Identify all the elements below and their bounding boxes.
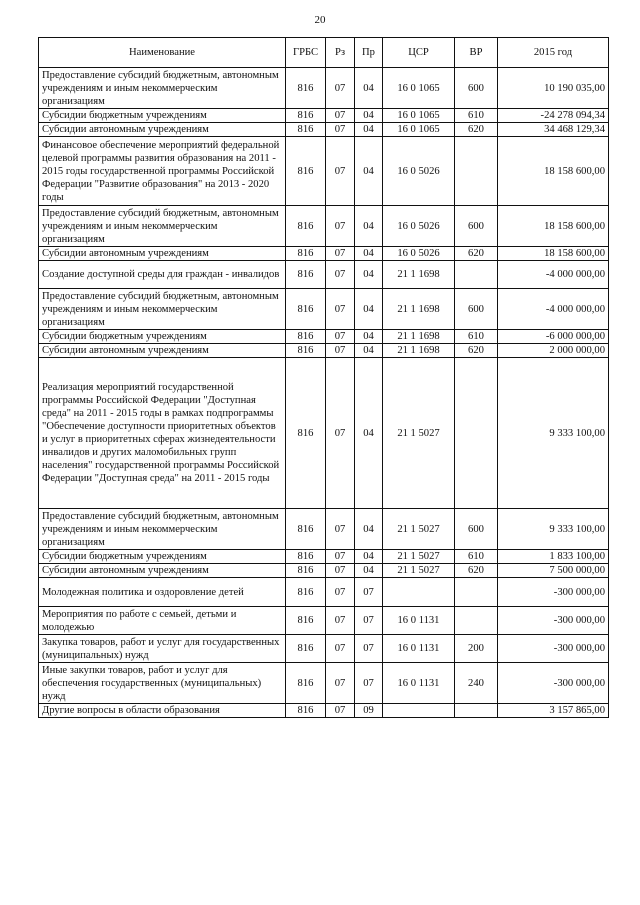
- row-csr: 16 0 1131: [383, 607, 455, 635]
- row-vr: 610: [455, 550, 498, 564]
- row-vr: 620: [455, 123, 498, 137]
- row-csr: 21 1 5027: [383, 509, 455, 550]
- row-pr: 04: [355, 247, 383, 261]
- row-rz: 07: [326, 358, 355, 509]
- table-row: [39, 607, 609, 635]
- row-name: Субсидии бюджетным учреждениям: [39, 109, 286, 123]
- table-row: [39, 330, 609, 344]
- row-vr: [455, 704, 498, 718]
- row-grbs: 816: [286, 137, 326, 206]
- row-rz: 07: [326, 123, 355, 137]
- table-row: [39, 358, 609, 509]
- row-csr: 16 0 1065: [383, 109, 455, 123]
- row-grbs: 816: [286, 123, 326, 137]
- row-name: Субсидии автономным учреждениям: [39, 564, 286, 578]
- table-row: [39, 206, 609, 247]
- row-amount: 9 333 100,00: [498, 509, 609, 550]
- row-vr: 610: [455, 109, 498, 123]
- row-pr: 04: [355, 109, 383, 123]
- row-name: Субсидии бюджетным учреждениям: [39, 550, 286, 564]
- row-csr: 21 1 1698: [383, 289, 455, 330]
- row-grbs: 816: [286, 109, 326, 123]
- row-pr: 04: [355, 123, 383, 137]
- row-amount: 1 833 100,00: [498, 550, 609, 564]
- row-pr: 04: [355, 137, 383, 206]
- row-name: Финансовое обеспечение мероприятий федеральной целевой программы развития образования на 2011 - 2015 годы государственной программы Российской Федерации "Развитие образования" на 2013 - 2020 годы: [39, 137, 286, 206]
- row-amount: -6 000 000,00: [498, 330, 609, 344]
- row-rz: 07: [326, 137, 355, 206]
- header-amount: 2015 год: [498, 38, 609, 68]
- table-row: [39, 247, 609, 261]
- row-csr: 21 1 5027: [383, 550, 455, 564]
- header-grbs: ГРБС: [286, 38, 326, 68]
- row-rz: 07: [326, 68, 355, 109]
- row-rz: 07: [326, 509, 355, 550]
- table-row: [39, 109, 609, 123]
- row-pr: 04: [355, 344, 383, 358]
- row-name: Субсидии бюджетным учреждениям: [39, 330, 286, 344]
- row-csr: 16 0 5026: [383, 247, 455, 261]
- row-grbs: 816: [286, 663, 326, 704]
- row-name: Субсидии автономным учреждениям: [39, 344, 286, 358]
- row-vr: [455, 261, 498, 289]
- row-csr: 16 0 1131: [383, 635, 455, 663]
- row-grbs: 816: [286, 704, 326, 718]
- row-grbs: 816: [286, 550, 326, 564]
- row-pr: 04: [355, 206, 383, 247]
- row-csr: [383, 578, 455, 607]
- row-name: Иные закупки товаров, работ и услуг для обеспечения государственных (муниципальных) нужд: [39, 663, 286, 704]
- row-name: Предоставление субсидий бюджетным, автономным учреждениям и иным некоммерческим организациям: [39, 509, 286, 550]
- row-rz: 07: [326, 344, 355, 358]
- row-amount: -300 000,00: [498, 663, 609, 704]
- row-vr: [455, 607, 498, 635]
- row-rz: 07: [326, 550, 355, 564]
- header-vr: ВР: [455, 38, 498, 68]
- row-grbs: 816: [286, 578, 326, 607]
- budget-table: [38, 37, 609, 718]
- row-pr: 07: [355, 607, 383, 635]
- row-csr: 21 1 5027: [383, 564, 455, 578]
- row-pr: 04: [355, 564, 383, 578]
- row-vr: 600: [455, 509, 498, 550]
- table-row: [39, 578, 609, 607]
- row-grbs: 816: [286, 607, 326, 635]
- row-amount: 18 158 600,00: [498, 206, 609, 247]
- row-csr: 16 0 5026: [383, 206, 455, 247]
- row-amount: 7 500 000,00: [498, 564, 609, 578]
- row-rz: 07: [326, 704, 355, 718]
- row-amount: 2 000 000,00: [498, 344, 609, 358]
- header-name: Наименование: [39, 38, 286, 68]
- row-amount: 18 158 600,00: [498, 247, 609, 261]
- row-grbs: 816: [286, 344, 326, 358]
- page-number: 20: [314, 14, 326, 26]
- row-csr: 21 1 1698: [383, 330, 455, 344]
- row-rz: 07: [326, 109, 355, 123]
- row-rz: 07: [326, 607, 355, 635]
- row-amount: -24 278 094,34: [498, 109, 609, 123]
- table-row: [39, 261, 609, 289]
- row-vr: 600: [455, 68, 498, 109]
- row-amount: 34 468 129,34: [498, 123, 609, 137]
- header-pr: Пр: [355, 38, 383, 68]
- row-vr: 200: [455, 635, 498, 663]
- row-amount: -4 000 000,00: [498, 261, 609, 289]
- row-pr: 04: [355, 330, 383, 344]
- row-amount: -4 000 000,00: [498, 289, 609, 330]
- header-rz: Рз: [326, 38, 355, 68]
- row-csr: 21 1 1698: [383, 261, 455, 289]
- row-rz: 07: [326, 206, 355, 247]
- row-grbs: 816: [286, 358, 326, 509]
- row-rz: 07: [326, 289, 355, 330]
- row-name: Предоставление субсидий бюджетным, автономным учреждениям и иным некоммерческим организациям: [39, 289, 286, 330]
- row-name: Реализация мероприятий государственной программы Российской Федерации "Доступная среда" на 2011 - 2015 годы в рамках подпрограммы "Обеспечение доступности приоритетных объектов и услуг в приоритетных сферах жизнедеятельности инвалидов и других маломобильных групп населения" государственной программы Российской Федерации "Доступная среда" на 2011 - 2015 годы: [39, 358, 286, 509]
- row-pr: 07: [355, 578, 383, 607]
- row-amount: 9 333 100,00: [498, 358, 609, 509]
- table-row: [39, 509, 609, 550]
- row-rz: 07: [326, 663, 355, 704]
- row-pr: 04: [355, 358, 383, 509]
- row-vr: 600: [455, 289, 498, 330]
- row-pr: 09: [355, 704, 383, 718]
- table-row: [39, 289, 609, 330]
- row-grbs: 816: [286, 68, 326, 109]
- row-name: Молодежная политика и оздоровление детей: [39, 578, 286, 607]
- table-row: [39, 663, 609, 704]
- row-pr: 07: [355, 635, 383, 663]
- row-grbs: 816: [286, 564, 326, 578]
- table-row: [39, 344, 609, 358]
- row-rz: 07: [326, 247, 355, 261]
- table-row: [39, 123, 609, 137]
- row-vr: 620: [455, 247, 498, 261]
- row-amount: 10 190 035,00: [498, 68, 609, 109]
- row-amount: 18 158 600,00: [498, 137, 609, 206]
- row-vr: [455, 137, 498, 206]
- row-vr: 610: [455, 330, 498, 344]
- table-row: [39, 137, 609, 206]
- row-pr: 04: [355, 261, 383, 289]
- row-name: Мероприятия по работе с семьей, детьми и молодежью: [39, 607, 286, 635]
- row-rz: 07: [326, 635, 355, 663]
- row-amount: -300 000,00: [498, 578, 609, 607]
- row-name: Создание доступной среды для граждан - инвалидов: [39, 261, 286, 289]
- row-grbs: 816: [286, 635, 326, 663]
- row-vr: 600: [455, 206, 498, 247]
- row-csr: 16 0 1131: [383, 663, 455, 704]
- row-grbs: 816: [286, 330, 326, 344]
- row-csr: 21 1 5027: [383, 358, 455, 509]
- row-vr: [455, 358, 498, 509]
- row-rz: 07: [326, 578, 355, 607]
- row-rz: 07: [326, 330, 355, 344]
- row-name: Субсидии автономным учреждениям: [39, 123, 286, 137]
- row-name: Субсидии автономным учреждениям: [39, 247, 286, 261]
- row-name: Другие вопросы в области образования: [39, 704, 286, 718]
- row-pr: 07: [355, 663, 383, 704]
- row-vr: 620: [455, 564, 498, 578]
- row-csr: 16 0 1065: [383, 68, 455, 109]
- row-name: Предоставление субсидий бюджетным, автономным учреждениям и иным некоммерческим организациям: [39, 206, 286, 247]
- table-header-row: [39, 38, 609, 68]
- row-csr: 16 0 5026: [383, 137, 455, 206]
- row-rz: 07: [326, 261, 355, 289]
- row-pr: 04: [355, 550, 383, 564]
- row-grbs: 816: [286, 261, 326, 289]
- table-row: [39, 564, 609, 578]
- table-row: [39, 550, 609, 564]
- row-grbs: 816: [286, 509, 326, 550]
- row-name: Закупка товаров, работ и услуг для государственных (муниципальных) нужд: [39, 635, 286, 663]
- row-pr: 04: [355, 68, 383, 109]
- table-row: [39, 704, 609, 718]
- row-amount: 3 157 865,00: [498, 704, 609, 718]
- row-name: Предоставление субсидий бюджетным, автономным учреждениям и иным некоммерческим организациям: [39, 68, 286, 109]
- row-pr: 04: [355, 509, 383, 550]
- row-rz: 07: [326, 564, 355, 578]
- row-csr: 21 1 1698: [383, 344, 455, 358]
- table-row: [39, 635, 609, 663]
- row-vr: 620: [455, 344, 498, 358]
- table-row: [39, 68, 609, 109]
- row-grbs: 816: [286, 247, 326, 261]
- row-vr: [455, 578, 498, 607]
- row-csr: 16 0 1065: [383, 123, 455, 137]
- row-vr: 240: [455, 663, 498, 704]
- row-amount: -300 000,00: [498, 635, 609, 663]
- row-grbs: 816: [286, 289, 326, 330]
- header-csr: ЦСР: [383, 38, 455, 68]
- row-csr: [383, 704, 455, 718]
- row-pr: 04: [355, 289, 383, 330]
- row-amount: -300 000,00: [498, 607, 609, 635]
- row-grbs: 816: [286, 206, 326, 247]
